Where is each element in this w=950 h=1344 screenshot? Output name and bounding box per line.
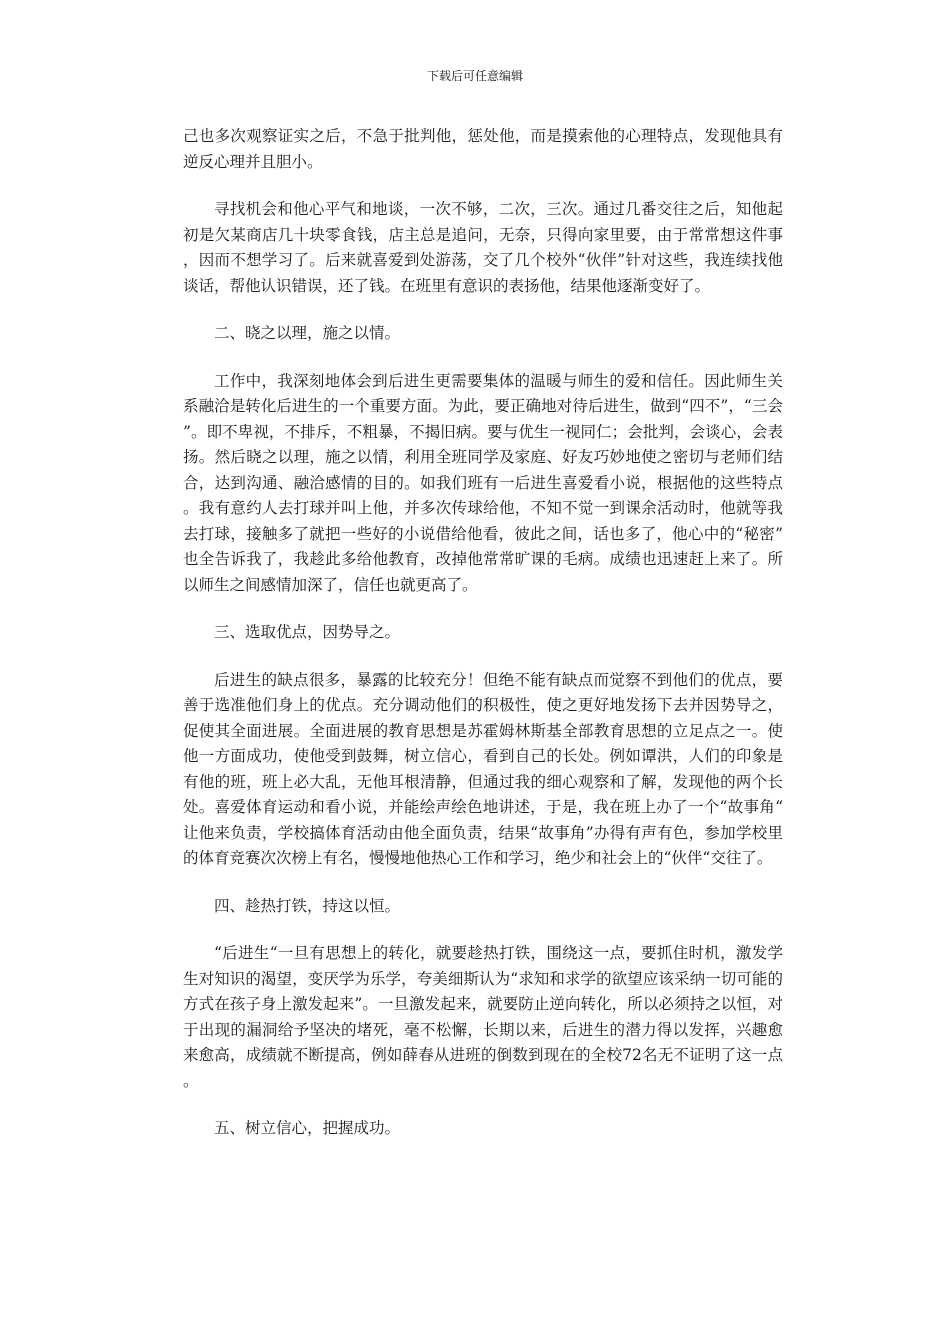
section-heading-3: 三、选取优点，因势导之。 bbox=[214, 623, 401, 641]
paragraph-body: 寻找机会和他心平气和地谈，一次不够，二次，三次。通过几番交往之后，知他起初是欠某商店几十块零食钱，店主总是追问，无奈，只得向家里要，由于常常想这件事，因而不想学习了。后来就喜爱到处游荡，交了几个校外“伙伴”针对这些，我连续找他谈话，帮他认识错误，还了钱。在班里有意识的表扬他，结果他逐渐变好了。 bbox=[183, 200, 783, 295]
section-heading-2: 二、晓之以理，施之以情。 bbox=[214, 324, 401, 342]
document-body bbox=[183, 124, 783, 1142]
section-heading-5: 五、树立信心，把握成功。 bbox=[214, 1119, 401, 1137]
section-heading-4: 四、趁热打铁，持这以恒。 bbox=[214, 896, 401, 915]
page-header: 下载后可任意编辑 bbox=[426, 69, 523, 83]
paragraph-continuation: 己也多次观察证实之后，不急于批判他，惩处他，而是摸索他的心理特点，发现他具有逆反心理并且胆小。 bbox=[183, 127, 783, 171]
paragraph-body: 后进生的缺点很多，暴露的比较充分！但绝不能有缺点而觉察不到他们的优点，要善于选准他们身上的优点。充分调动他们的积极性，使之更好地发扬下去并因势导之，促使其全面进展。全面进展的教育思想是苏霍姆林斯基全部教育思想的立足点之一。使他一方面成功，使他受到鼓舞，树立信心，看到自己的长处。例如谭洪，人们的印象是有他的班，班上必大乱，无他耳根清静，但通过我的细心观察和了解，发现他的两个长处。喜爱体育运动和看小说，并能绘声绘色地讲述，于是，我在班上办了一个“故事角“让他来负责，学校搞体育活动由他全面负责，结果“故事角”办得有声有色，参加学校里的体育竞赛次次榜上有名，慢慢地他热心工作和学习，绝少和社会上的“伙伴“交往了。 bbox=[183, 670, 783, 867]
paragraph-body: 工作中，我深刻地体会到后进生更需要集体的温暖与师生的爱和信任。因此师生关系融洽是转化后进生的一个重要方面。为此，要正确地对待后进生，做到“四不”，“三会”。即不卑视，不排斥，不粗暴，不揭旧病。要与优生一视同仁；会批判，会谈心，会表扬。然后晓之以理，施之以情，利用全班同学及家庭、好友巧妙地使之密切与老师们结合，达到沟通、融洽感情的目的。如我们班有一后进生喜爱看小说，根据他的这些特点。我有意约人去打球并叫上他，并多次传球给他，不知不觉一到课余活动时，他就等我去打球，接触多了就把一些好的小说借给他看，彼此之间，话也多了，他心中的“秘密”也全告诉我了，我趁此多给他教育，改掉他常常旷课的毛病。成绩也迅速赶上来了。所以师生之间感情加深了，信任也就更高了。 bbox=[183, 371, 783, 594]
paragraph-body: “后进生“一旦有思想上的转化，就要趁热打铁，围绕这一点，要抓住时机，激发学生对知识的渴望，变厌学为乐学，夸美细斯认为“求知和求学的欲望应该采纳一切可能的方式在孩子身上激发起来”。一旦激发起来，就要防止逆向转化，所以必须持之以恒，对于出现的漏洞给予坚决的堵死，毫不松懈，长期以来，后进生的潜力得以发挥，兴趣愈来愈高，成绩就不断提高，例如薛春从进班的倒数到现在的全校72名无不证明了这一点。 bbox=[183, 944, 783, 1090]
